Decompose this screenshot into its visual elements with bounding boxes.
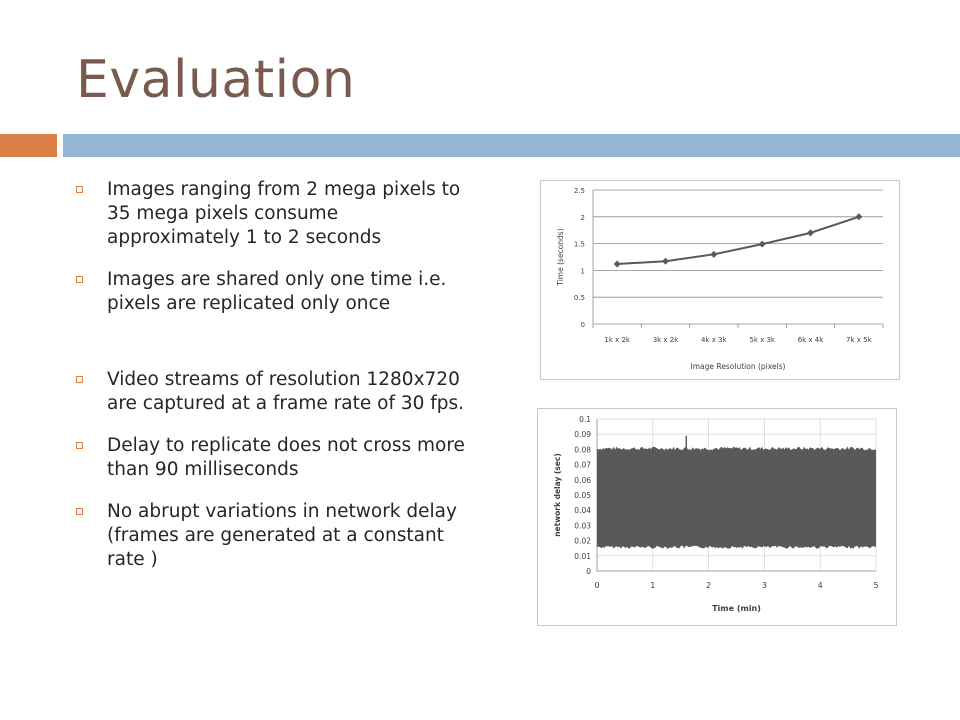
bullet-item	[76, 178, 466, 250]
resolution-time-chart-svg	[541, 181, 899, 379]
x-tick-label: 5k x 3k	[749, 336, 775, 344]
x-tick-label: 3k x 2k	[652, 336, 679, 344]
bullet-item	[76, 434, 466, 482]
y-tick-label: 0.09	[574, 430, 591, 440]
y-tick-label: 0.03	[574, 521, 591, 531]
bullet-text: Delay to replicate does not cross more than 90 milliseconds	[107, 435, 465, 480]
y-tick-label: 0.05	[574, 491, 591, 500]
bullet-text: Images ranging from 2 mega pixels to 35 mega pixels consume approximately 1 to 2 seconds	[107, 179, 461, 248]
title-accent-bar-orange	[0, 134, 57, 157]
bullet-item	[76, 368, 466, 416]
y-tick-label: 0.07	[574, 460, 591, 470]
delay-band	[597, 447, 876, 549]
bullet-text: Images are shared only one time i.e. pixels are replicated only once	[107, 269, 447, 314]
data-point	[855, 213, 862, 220]
bullet-list	[76, 178, 466, 572]
y-tick-label: 0	[580, 321, 585, 329]
x-tick-label: 4k x 3k	[701, 336, 727, 344]
x-tick-label: 3	[761, 581, 767, 590]
x-tick-label: 4	[817, 581, 823, 590]
bullet-text: Video streams of resolution 1280x720 are captured at a frame rate of 30 fps.	[107, 369, 465, 414]
data-point	[710, 251, 717, 258]
x-tick-label: 1k x 2k	[604, 336, 630, 344]
x-tick-label: 2	[706, 581, 712, 590]
y-tick-label: 0.04	[574, 506, 591, 516]
data-point	[807, 229, 814, 236]
bullet-square-icon	[76, 376, 83, 383]
y-tick-label: 0.02	[574, 536, 591, 546]
bullet-square-icon	[76, 276, 83, 283]
x-axis-title: Time (min)	[712, 604, 761, 613]
x-tick-label: 6k x 4k	[797, 336, 824, 344]
bullet-item	[76, 268, 466, 316]
x-tick-label: 1	[650, 581, 656, 590]
y-tick-label: 0.5	[573, 294, 585, 303]
data-point	[662, 258, 669, 265]
y-tick-label: 2	[580, 213, 585, 222]
x-axis-title: Image Resolution (pixels)	[690, 362, 786, 371]
resolution-time-chart	[540, 180, 900, 380]
data-point	[614, 260, 621, 267]
y-tick-label: 0	[586, 567, 591, 576]
x-tick-label: 0	[594, 581, 600, 590]
series-line	[617, 217, 859, 264]
y-axis-title: network delay (sec)	[553, 453, 562, 537]
bullet-square-icon	[76, 508, 83, 515]
data-point	[759, 241, 766, 248]
y-tick-label: 0.06	[574, 475, 591, 485]
bullet-square-icon	[76, 186, 83, 193]
y-tick-label: 0.08	[574, 445, 591, 455]
y-tick-label: 2.5	[573, 187, 585, 195]
bullet-square-icon	[76, 442, 83, 449]
x-tick-label: 5	[873, 581, 879, 590]
slide-title: Evaluation	[76, 50, 356, 110]
bullet-item	[76, 500, 466, 572]
y-tick-label: 0.1	[579, 415, 591, 424]
network-delay-chart	[537, 408, 897, 626]
y-axis-title: Time (seconds)	[556, 228, 565, 286]
x-tick-label: 7k x 5k	[846, 336, 872, 344]
title-accent-bar-blue	[63, 134, 960, 157]
y-tick-label: 0.01	[574, 551, 591, 561]
y-tick-label: 1	[580, 267, 585, 276]
bullet-text: No abrupt variations in network delay (frames are generated at a constant rate )	[107, 501, 457, 570]
network-delay-chart-svg	[538, 409, 896, 625]
y-tick-label: 1.5	[573, 240, 585, 249]
